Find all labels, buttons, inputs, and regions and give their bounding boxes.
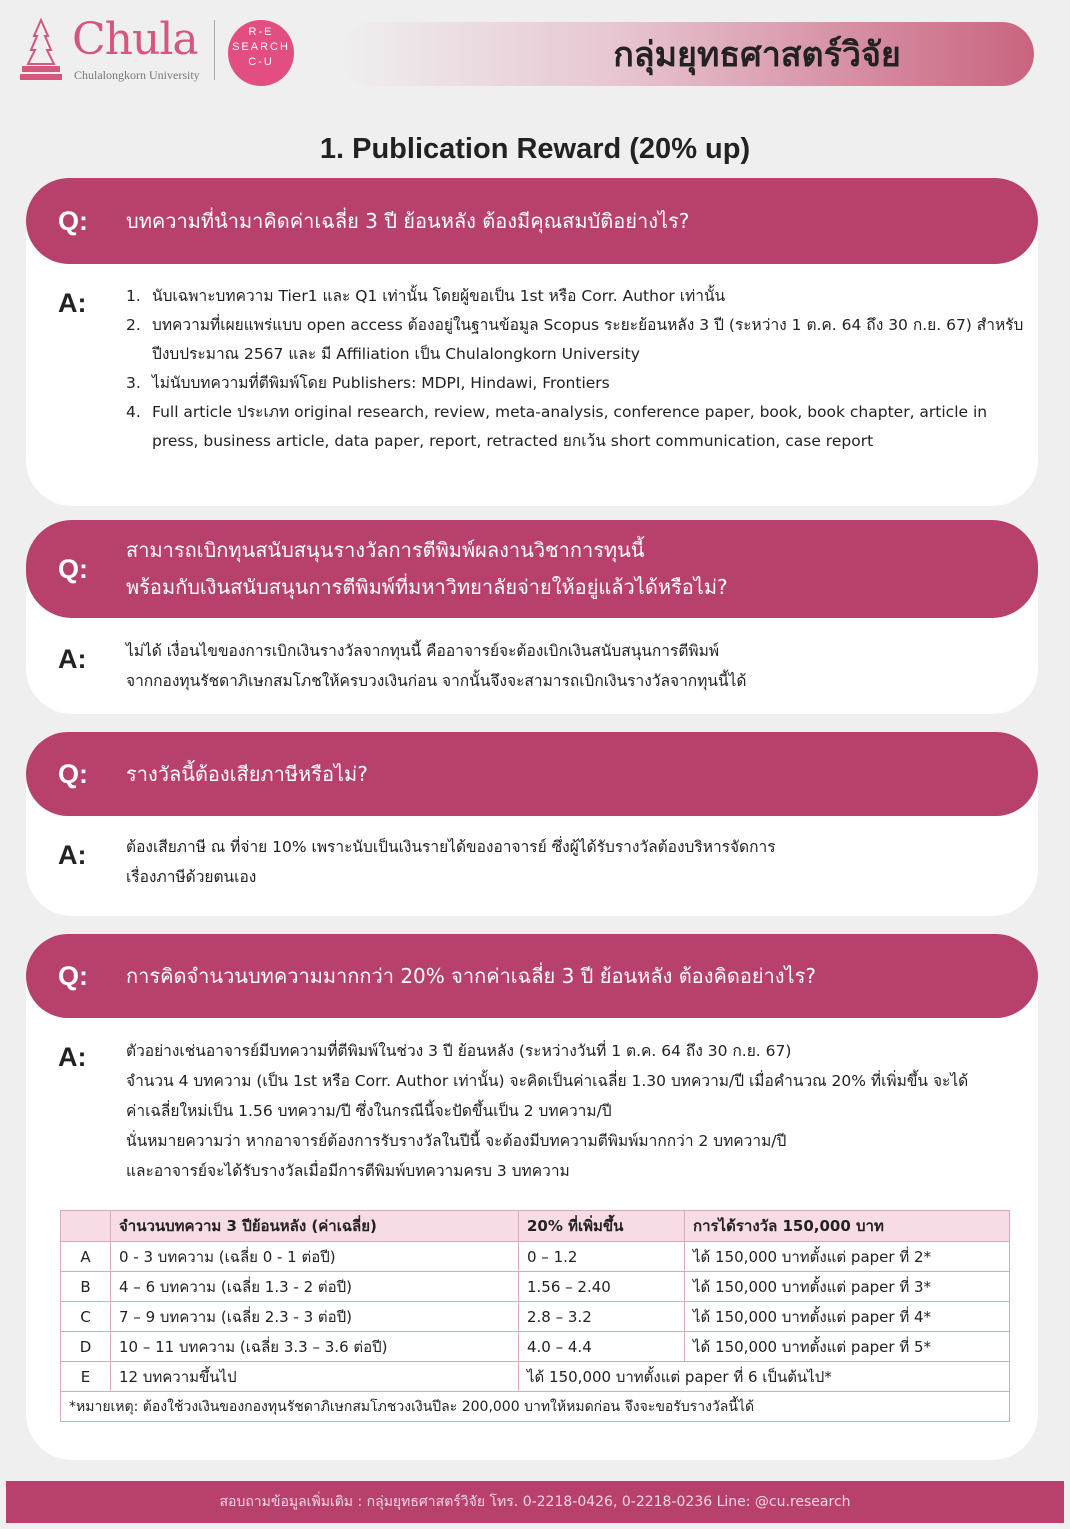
badge-line: SEARCH bbox=[232, 41, 290, 53]
table-header: การได้รางวัล 150,000 บาท bbox=[685, 1211, 1010, 1242]
list-item bbox=[126, 282, 1012, 311]
table-cell: 7 – 9 บทความ (เฉลี่ย 2.3 - 3 ต่อปี) bbox=[111, 1302, 519, 1332]
question-text bbox=[126, 756, 1008, 793]
answer-line: ตัวอย่างเช่นอาจารย์มีบทความที่ตีพิมพ์ในช่วง 3 ปี ย้อนหลัง (ระหว่างวันที่ 1 ต.ค. 64 ถึง 30 ก.ย. 67) bbox=[126, 1042, 792, 1060]
table-cell: 0 – 1.2 bbox=[519, 1242, 685, 1272]
logo-text: Chula bbox=[72, 14, 198, 65]
a-label: A: bbox=[58, 1042, 87, 1072]
item-text-left: press, business article, data paper, report, retracted bbox=[152, 432, 558, 450]
item-text: Full article ประเภท original research, review, meta-analysis, conference paper, book, book chapter, article in bbox=[152, 403, 988, 421]
answer-line: นั่นหมายความว่า หากอาจารย์ต้องการรับรางวัลในปีนี้ จะต้องมีบทความตีพิมพ์มากกว่า 2 บทความ/ปี bbox=[126, 1132, 787, 1150]
table-header-row bbox=[61, 1211, 1010, 1242]
table-cell: 2.8 – 3.2 bbox=[519, 1302, 685, 1332]
reward-table-wrap bbox=[60, 1210, 1010, 1422]
table-header bbox=[61, 1211, 111, 1242]
list-item bbox=[126, 369, 1012, 398]
item-number: 1. bbox=[126, 287, 141, 305]
question-text bbox=[126, 958, 1008, 995]
table-cell: B bbox=[61, 1272, 111, 1302]
a-label: A: bbox=[58, 644, 87, 674]
question-text bbox=[126, 203, 1008, 240]
item-text bbox=[152, 427, 1012, 456]
qa-card bbox=[26, 732, 1038, 916]
q-label: Q: bbox=[58, 758, 88, 789]
footer-contact: สอบถามข้อมูลเพิ่มเติม : กลุ่มยุทธศาสตร์วิจัย โทร. 0-2218-0426, 0-2218-0236 Line: @cu.research bbox=[6, 1481, 1064, 1523]
question-line: รางวัลนี้ต้องเสียภาษีหรือไม่? bbox=[126, 761, 368, 786]
question-text bbox=[126, 532, 1008, 606]
answer-text bbox=[126, 832, 1012, 892]
list-item bbox=[126, 311, 1024, 369]
table-row bbox=[61, 1302, 1010, 1332]
table-row bbox=[61, 1272, 1010, 1302]
page-title: 1. Publication Reward (20% up) bbox=[319, 133, 751, 165]
reward-table bbox=[60, 1210, 1010, 1422]
answer-list bbox=[126, 282, 1024, 456]
answer-line: ค่าเฉลี่ยใหม่เป็น 1.56 บทความ/ปี ซึ่งในกรณีนี้จะปัดขึ้นเป็น 2 บทความ/ปี bbox=[126, 1102, 612, 1120]
q-label: Q: bbox=[58, 553, 88, 584]
answer-text bbox=[126, 636, 1012, 696]
table-header: จำนวนบทความ 3 ปีย้อนหลัง (ค่าเฉลี่ย) bbox=[111, 1211, 519, 1242]
table-cell: 0 - 3 บทความ (เฉลี่ย 0 - 1 ต่อปี) bbox=[111, 1242, 519, 1272]
item-number: 4. bbox=[126, 403, 141, 421]
table-row bbox=[61, 1242, 1010, 1272]
question-line: สามารถเบิกทุนสนับสนุนรางวัลการตีพิมพ์ผลงานวิชาการทุนนี้ bbox=[126, 538, 645, 562]
logo-subtitle: Chulalongkorn University bbox=[74, 68, 200, 82]
badge-line: C-U bbox=[248, 56, 274, 68]
table-note-row bbox=[61, 1392, 1010, 1422]
question-bar bbox=[26, 934, 1038, 1018]
table-cell: A bbox=[61, 1242, 111, 1272]
badge-line: R-E bbox=[248, 26, 274, 38]
table-cell: D bbox=[61, 1332, 111, 1362]
table-cell: 10 – 11 บทความ (เฉลี่ย 3.3 – 3.6 ต่อปี) bbox=[111, 1332, 519, 1362]
table-note: *หมายเหตุ: ต้องใช้วงเงินของกองทุนรัชดาภิเษกสมโภชวงเงินปีละ 200,000 บาทให้หมดก่อน จึงจะขอรับรางวัลนี้ได้ bbox=[61, 1392, 1010, 1422]
table-header: 20% ที่เพิ่มขึ้น bbox=[519, 1211, 685, 1242]
table-cell: 4.0 – 4.4 bbox=[519, 1332, 685, 1362]
qa-card bbox=[26, 178, 1038, 506]
table-cell: E bbox=[61, 1362, 111, 1392]
item-text-right: ยกเว้น short communication, case report bbox=[562, 432, 874, 450]
item-text: ไม่นับบทความที่ตีพิมพ์โดย Publishers: MDPI, Hindawi, Frontiers bbox=[152, 374, 610, 392]
table-cell: 12 บทความขึ้นไป bbox=[111, 1362, 519, 1392]
q-label: Q: bbox=[58, 205, 88, 236]
logo-divider bbox=[214, 20, 215, 80]
question-line: บทความที่นำมาคิดค่าเฉลี่ย 3 ปี ย้อนหลัง ต้องมีคุณสมบัติอย่างไร? bbox=[126, 208, 690, 233]
answer-line: ต้องเสียภาษี ณ ที่จ่าย 10% เพราะนับเป็นเงินรายได้ของอาจารย์ ซึ่งผู้ได้รับรางวัลต้องบริหารจัดการ bbox=[126, 838, 776, 856]
item-number: 3. bbox=[126, 374, 141, 392]
table-cell: 1.56 – 2.40 bbox=[519, 1272, 685, 1302]
question-line: พร้อมกับเงินสนับสนุนการตีพิมพ์ที่มหาวิทยาลัยจ่ายให้อยู่แล้วได้หรือไม่? bbox=[126, 575, 728, 599]
answer-text bbox=[126, 1036, 1012, 1186]
qa-card bbox=[26, 934, 1038, 1460]
table-cell: ได้ 150,000 บาทตั้งแต่ paper ที่ 3* bbox=[685, 1272, 1010, 1302]
q-label: Q: bbox=[58, 960, 88, 991]
answer-line: จากกองทุนรัชดาภิเษกสมโภชให้ครบวงเงินก่อน จากนั้นจึงจะสามารถเบิกเงินรางวัลจากทุนนี้ได้ bbox=[126, 672, 747, 690]
question-bar bbox=[26, 520, 1038, 618]
table-cell: ได้ 150,000 บาทตั้งแต่ paper ที่ 5* bbox=[685, 1332, 1010, 1362]
table-cell: ได้ 150,000 บาทตั้งแต่ paper ที่ 4* bbox=[685, 1302, 1010, 1332]
question-bar bbox=[26, 178, 1038, 264]
a-label: A: bbox=[58, 288, 87, 318]
item-text: ปีงบประมาณ 2567 และ มี Affiliation เป็น Chulalongkorn University bbox=[152, 345, 640, 363]
question-bar bbox=[26, 732, 1038, 816]
table-cell: ได้ 150,000 บาทตั้งแต่ paper ที่ 2* bbox=[685, 1242, 1010, 1272]
unit-title: กลุ่มยุทธศาสตร์วิจัย bbox=[613, 35, 901, 75]
table-cell: C bbox=[61, 1302, 111, 1332]
table-cell: ได้ 150,000 บาทตั้งแต่ paper ที่ 6 เป็นต้นไป* bbox=[519, 1362, 1010, 1392]
item-text: บทความที่เผยแพร่แบบ open access ต้องอยู่ในฐานข้อมูล Scopus ระยะย้อนหลัง 3 ปี (ระหว่าง 1 ต.ค. 64 ถึง 30 ก.ย. 67) สำหรับ bbox=[152, 316, 1024, 334]
list-item bbox=[126, 398, 1012, 456]
answer-line: ไม่ได้ เงื่อนไขของการเบิกเงินรางวัลจากทุนนี้ คืออาจารย์จะต้องเบิกเงินสนับสนุนการตีพิมพ์ bbox=[126, 642, 720, 660]
item-text: นับเฉพาะบทความ Tier1 และ Q1 เท่านั้น โดยผู้ขอเป็น 1st หรือ Corr. Author เท่านั้น bbox=[152, 287, 726, 305]
answer-line: เรื่องภาษีด้วยตนเอง bbox=[126, 868, 257, 886]
answer-line: จำนวน 4 บทความ (เป็น 1st หรือ Corr. Author เท่านั้น) จะคิดเป็นค่าเฉลี่ย 1.30 บทความ/ปี เมื่อคำนวณ 20% ที่เพิ่มขึ้น จะได้ bbox=[126, 1072, 969, 1090]
research-badge bbox=[228, 20, 294, 86]
crest-icon bbox=[18, 18, 64, 82]
item-number: 2. bbox=[126, 316, 141, 334]
unit-title-bar bbox=[340, 22, 1034, 86]
answer-line: และอาจารย์จะได้รับรางวัลเมื่อมีการตีพิมพ์บทความครบ 3 บทความ bbox=[126, 1162, 570, 1180]
chula-logo bbox=[18, 16, 218, 86]
table-row bbox=[61, 1362, 1010, 1392]
a-label: A: bbox=[58, 840, 87, 870]
table-cell: 4 – 6 บทความ (เฉลี่ย 1.3 - 2 ต่อปี) bbox=[111, 1272, 519, 1302]
question-line: การคิดจำนวนบทความมากกว่า 20% จากค่าเฉลี่ย 3 ปี ย้อนหลัง ต้องคิดอย่างไร? bbox=[126, 963, 816, 988]
qa-card bbox=[26, 520, 1038, 714]
table-row bbox=[61, 1332, 1010, 1362]
